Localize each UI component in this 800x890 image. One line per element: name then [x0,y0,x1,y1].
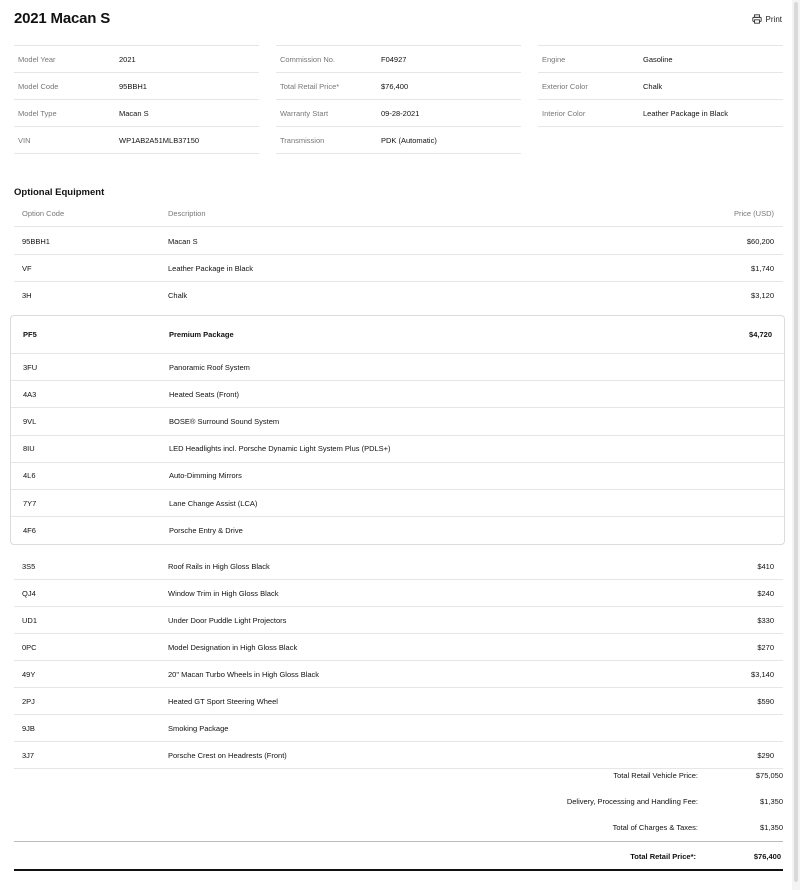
spec-row [14,99,259,126]
total-row [383,814,783,840]
vehicle-specs [14,45,783,154]
option-price: $290 [757,750,774,760]
option-description: BOSE® Surround Sound System [169,416,280,426]
page-title: 2021 Macan S [14,10,110,27]
total-row [383,788,783,814]
package-item-row [11,381,784,408]
table-row [14,228,783,255]
table-row [14,607,783,634]
package-header-row [11,316,784,354]
option-code: 4A3 [23,389,37,399]
option-code: 3H [22,290,32,300]
spec-value: Gasoline [643,54,673,64]
price-totals [383,762,783,840]
package-price: $4,720 [749,330,772,339]
total-value: $1,350 [760,822,783,832]
option-code: 2PJ [22,696,35,706]
spec-row [14,45,259,72]
table-row [14,634,783,661]
spec-value: F04927 [381,54,407,64]
equipment-rows-bottom [14,553,783,769]
option-description: Macan S [168,236,198,246]
option-code: 3FU [23,362,38,372]
option-description: Porsche Crest on Headrests (Front) [168,750,287,760]
page-scrollbar[interactable] [792,0,800,890]
equipment-rows-top [14,228,783,308]
spec-row [276,99,521,126]
option-description: Roof Rails in High Gloss Black [168,561,270,571]
total-label: Total of Charges & Taxes: [612,822,698,832]
grand-total-label: Total Retail Price*: [630,851,696,861]
option-code: QJ4 [22,588,36,598]
spec-label: Commission No. [280,54,336,64]
option-code: 3J7 [22,750,35,760]
spec-value: 95BBH1 [119,81,147,91]
table-row [14,661,783,688]
option-code: 95BBH1 [22,236,50,246]
spec-column-3 [538,45,783,154]
grand-total-value: $76,400 [753,851,781,861]
option-price: $410 [757,561,774,571]
option-code: VF [22,263,32,273]
package-item-row [11,517,784,543]
print-label: Print [765,14,782,24]
package-item-row [11,354,784,381]
spec-value: $76,400 [381,81,409,91]
spec-label: Model Type [18,108,57,118]
option-code: 9JB [22,723,35,733]
option-price: $240 [757,588,774,598]
optional-equipment-title: Optional Equipment [14,187,105,198]
option-price: $3,140 [751,669,774,679]
package-item-row [11,408,784,435]
spec-row [276,45,521,72]
option-description: Lane Change Assist (LCA) [169,498,258,508]
table-row [14,282,783,308]
total-value: $1,350 [760,796,783,806]
option-description: Smoking Package [168,723,229,733]
table-row [14,255,783,282]
option-description: Heated Seats (Front) [169,389,240,399]
spec-row [14,126,259,154]
spec-value: Macan S [119,108,149,118]
spec-row [538,72,783,99]
option-description: Chalk [168,290,188,300]
option-price: $330 [757,615,774,625]
table-row [14,688,783,715]
total-label: Delivery, Processing and Handling Fee: [566,796,698,806]
option-price: $1,740 [751,263,774,273]
spec-row [276,72,521,99]
spec-value: PDK (Automatic) [381,135,437,145]
spec-row [276,126,521,154]
option-code: 3S5 [22,561,36,571]
option-price: $270 [757,642,774,652]
total-label: Total Retail Vehicle Price: [613,770,698,780]
table-row [14,715,783,742]
spec-value: Leather Package in Black [643,108,729,118]
option-description: Porsche Entry & Drive [169,525,243,535]
total-row [383,762,783,788]
table-row [14,580,783,607]
spec-value: 09-28-2021 [381,108,420,118]
spec-value: WP1AB2A51MLB37150 [119,135,200,145]
spec-label: VIN [18,135,31,145]
option-description: Panoramic Roof System [169,362,250,372]
spec-label: Warranty Start [280,108,329,118]
scrollbar-thumb[interactable] [794,2,798,882]
option-description: Model Designation in High Gloss Black [168,642,298,652]
option-code: 4L6 [23,471,36,481]
option-description: Auto-Dimming Mirrors [169,471,242,481]
spec-label: Exterior Color [542,81,588,91]
grand-total-row [14,843,783,871]
total-value: $75,050 [755,770,783,780]
spec-column-2 [276,45,521,154]
header-price: Price (USD) [733,208,774,218]
package-item-row [11,490,784,517]
header-description: Description [168,208,206,218]
spec-value: 2021 [119,54,136,64]
package-code: PF5 [23,330,37,339]
option-description: LED Headlights incl. Porsche Dynamic Light System Plus (PDLS+) [169,444,391,454]
option-description: Under Door Puddle Light Projectors [168,615,287,625]
package-description: Premium Package [169,330,234,339]
spec-value: Chalk [643,81,663,91]
premium-package-group [10,315,785,545]
option-price: $3,120 [751,290,774,300]
spec-column-1 [14,45,259,154]
printer-icon [752,14,762,24]
option-description: Window Trim in High Gloss Black [168,588,279,598]
option-code: 7Y7 [23,498,37,508]
option-code: UD1 [22,615,38,625]
option-code: 0PC [22,642,37,652]
totals-divider [14,841,783,842]
option-price: $590 [757,696,774,706]
package-item-row [11,436,784,463]
spec-label: Transmission [280,135,325,145]
print-button[interactable] [752,14,782,24]
option-price: $60,200 [746,236,774,246]
spec-label: Total Retail Price* [280,81,340,91]
equipment-table-header [14,200,783,227]
package-item-row [11,463,784,490]
spec-label: Interior Color [542,108,586,118]
header-option-code: Option Code [22,208,65,218]
option-description: 20" Macan Turbo Wheels in High Gloss Black [168,669,320,679]
option-code: 9VL [23,416,37,426]
spec-row [14,72,259,99]
option-code: 4F6 [23,525,36,535]
option-description: Leather Package in Black [168,263,254,273]
spec-label: Model Year [18,54,56,64]
table-row [14,553,783,580]
spec-row [538,45,783,72]
option-code: 8IU [23,444,35,454]
option-description: Heated GT Sport Steering Wheel [168,696,278,706]
option-code: 49Y [22,669,36,679]
spec-row [538,99,783,127]
spec-label: Model Code [18,81,59,91]
spec-label: Engine [542,54,566,64]
